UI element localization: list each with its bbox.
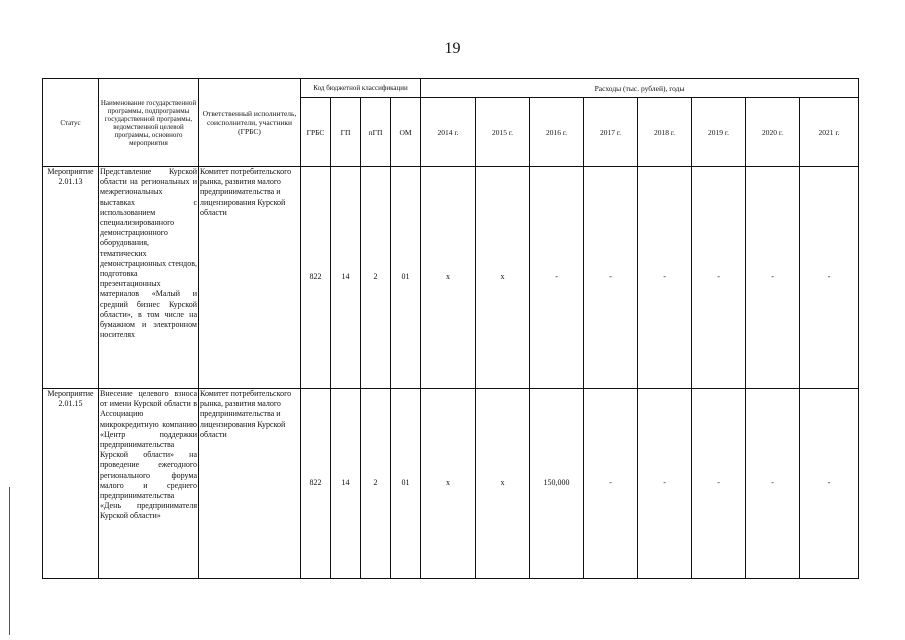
code-col-header: ГП bbox=[331, 98, 361, 167]
status-cell: Мероприятие 2.01.13 bbox=[43, 167, 99, 389]
executor-header: Ответственный исполнитель, соисполнители, участники (ГРБС) bbox=[199, 79, 301, 167]
budget-table bbox=[42, 78, 859, 579]
name-cell: Представление Курской области на региональных и межрегиональных выставках с использованием специализированного демонстрационного оборудования, тематических демонстрационных стендов, подготовка презентационных материалов «Малый и средний бизнес Курской области», в том числе на бумажном и электронном носителях bbox=[99, 167, 199, 389]
value-cell: 150,000 bbox=[530, 389, 584, 579]
year-header: 2020 г. bbox=[746, 98, 800, 167]
year-header: 2021 г. bbox=[800, 98, 859, 167]
year-header: 2016 г. bbox=[530, 98, 584, 167]
value-cell: - bbox=[638, 389, 692, 579]
code-cell: 14 bbox=[331, 389, 361, 579]
value-cell: - bbox=[584, 167, 638, 389]
value-cell: - bbox=[692, 389, 746, 579]
value-cell: - bbox=[530, 167, 584, 389]
value-cell: - bbox=[584, 389, 638, 579]
budget-code-header: Код бюджетной классификации bbox=[301, 79, 421, 98]
name-header: Наименование государственной программы, подпрограммы государственной программы, ведомственной целевой программы, основного мероприятия bbox=[99, 79, 199, 167]
value-cell: х bbox=[421, 167, 476, 389]
year-header: 2019 г. bbox=[692, 98, 746, 167]
code-cell: 2 bbox=[361, 389, 391, 579]
year-header: 2015 г. bbox=[476, 98, 530, 167]
code-col-header: ОМ bbox=[391, 98, 421, 167]
code-cell: 2 bbox=[361, 167, 391, 389]
code-cell: 822 bbox=[301, 167, 331, 389]
value-cell: х bbox=[476, 389, 530, 579]
value-cell: х bbox=[421, 389, 476, 579]
executor-cell: Комитет потребительского рынка, развития малого предпринимательства и лицензирования Курской области bbox=[199, 389, 301, 579]
code-cell: 01 bbox=[391, 389, 421, 579]
year-header: 2018 г. bbox=[638, 98, 692, 167]
code-col-header: пГП bbox=[361, 98, 391, 167]
name-cell: Внесение целевого взноса от имени Курской области в Ассоциацию микрокредитную компанию «Центр поддержки предпринимательства Курской области» на проведение ежегодного регионального форума малого и среднего предпринимательства «День предпринимателя Курской области» bbox=[99, 389, 199, 579]
status-header: Статус bbox=[43, 79, 99, 167]
status-cell: Мероприятие 2.01.15 bbox=[43, 389, 99, 579]
code-col-header: ГРБС bbox=[301, 98, 331, 167]
table-row bbox=[43, 389, 859, 579]
code-cell: 822 bbox=[301, 389, 331, 579]
code-cell: 14 bbox=[331, 167, 361, 389]
value-cell: - bbox=[638, 167, 692, 389]
value-cell: - bbox=[746, 389, 800, 579]
code-cell: 01 bbox=[391, 167, 421, 389]
value-cell: - bbox=[800, 389, 859, 579]
expenses-header: Расходы (тыс. рублей), годы bbox=[421, 79, 859, 98]
year-header: 2014 г. bbox=[421, 98, 476, 167]
header-row-top bbox=[43, 79, 859, 98]
value-cell: - bbox=[800, 167, 859, 389]
executor-cell: Комитет потребительского рынка, развития малого предпринимательства и лицензирования Курской области bbox=[199, 167, 301, 389]
margin-rule bbox=[9, 487, 10, 635]
value-cell: х bbox=[476, 167, 530, 389]
value-cell: - bbox=[692, 167, 746, 389]
year-header: 2017 г. bbox=[584, 98, 638, 167]
value-cell: - bbox=[746, 167, 800, 389]
page-number: 19 bbox=[444, 40, 461, 57]
table-row bbox=[43, 167, 859, 389]
